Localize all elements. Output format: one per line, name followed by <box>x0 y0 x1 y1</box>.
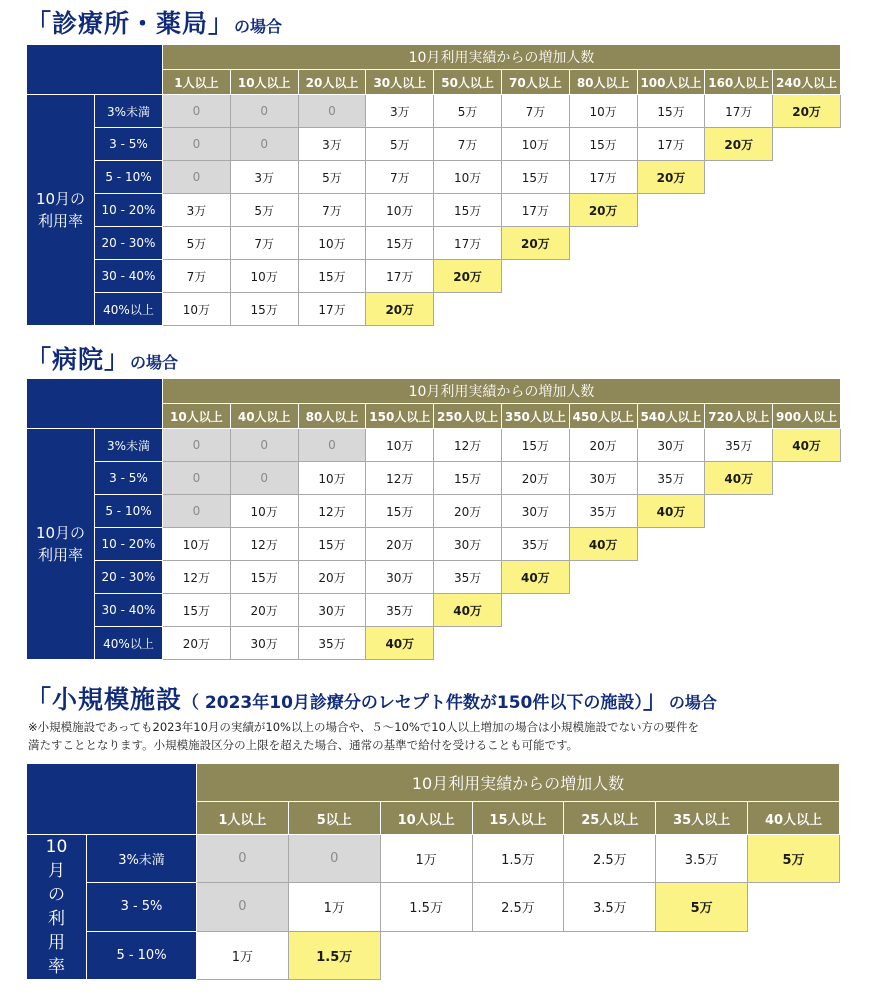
table-cell: 30万 <box>501 495 569 528</box>
table-cell: 12万 <box>434 429 502 462</box>
table-row <box>27 95 841 128</box>
table-cell: 2.5万 <box>564 835 656 883</box>
row-group-label-line: 月 <box>48 861 65 881</box>
table-cell: 0 <box>298 429 366 462</box>
table-cell: 0 <box>163 128 231 161</box>
column-header: 100人以上 <box>637 70 705 95</box>
table-cell: 10万 <box>298 227 366 260</box>
empty-cell <box>656 931 748 979</box>
table-cell: 0 <box>163 95 231 128</box>
row-label: 10 - 20% <box>95 194 163 227</box>
column-header: 160人以上 <box>705 70 773 95</box>
section-title-hospital <box>26 340 178 376</box>
empty-cell <box>569 627 637 660</box>
column-header: 240人以上 <box>773 70 841 95</box>
column-header: 50人以上 <box>434 70 502 95</box>
row-label: 40%以上 <box>95 627 163 660</box>
table-cell: 30万 <box>298 594 366 627</box>
table-cell: 0 <box>163 429 231 462</box>
table-cell: 20万 <box>773 95 841 128</box>
table-cell: 20万 <box>366 293 434 326</box>
table-cell: 7万 <box>434 128 502 161</box>
column-header: 720人以上 <box>705 404 773 429</box>
table-cell: 35万 <box>501 528 569 561</box>
row-label: 3%未満 <box>87 835 197 883</box>
table-cell: 1.5万 <box>380 883 472 931</box>
header-title: 10月利用実績からの増加人数 <box>163 45 841 70</box>
empty-cell <box>434 293 502 326</box>
table-cell: 30万 <box>230 627 298 660</box>
column-header: 450人以上 <box>569 404 637 429</box>
empty-cell <box>637 528 705 561</box>
table-cell: 5万 <box>366 128 434 161</box>
empty-cell <box>705 561 773 594</box>
row-label: 3%未満 <box>95 429 163 462</box>
table-cell: 35万 <box>298 627 366 660</box>
table-cell: 12万 <box>230 528 298 561</box>
table-cell: 10万 <box>163 293 231 326</box>
row-group-label-line: の <box>48 885 65 905</box>
table-cell: 20万 <box>434 495 502 528</box>
table-cell: 35万 <box>366 594 434 627</box>
table-cell: 7万 <box>298 194 366 227</box>
column-header: 10人以上 <box>380 802 472 835</box>
table-row <box>27 194 841 227</box>
empty-cell <box>705 495 773 528</box>
table-cell: 17万 <box>705 95 773 128</box>
table-row <box>27 495 841 528</box>
empty-cell <box>773 462 841 495</box>
row-label: 10 - 20% <box>95 528 163 561</box>
table-cell: 35万 <box>434 561 502 594</box>
column-header: 80人以上 <box>569 70 637 95</box>
table-row <box>27 835 840 883</box>
empty-cell <box>773 161 841 194</box>
row-label: 20 - 30% <box>95 227 163 260</box>
column-header: 150人以上 <box>366 404 434 429</box>
table-cell: 0 <box>298 95 366 128</box>
row-label: 30 - 40% <box>95 594 163 627</box>
column-header: 10人以上 <box>230 70 298 95</box>
table-cell: 12万 <box>366 462 434 495</box>
column-header: 1人以上 <box>197 802 289 835</box>
table-row <box>27 883 840 931</box>
table-cell: 20万 <box>366 528 434 561</box>
empty-cell <box>569 227 637 260</box>
clinic-table <box>26 44 841 326</box>
table-cell: 20万 <box>501 227 569 260</box>
table-cell: 5万 <box>163 227 231 260</box>
header-row <box>27 764 840 802</box>
empty-cell <box>773 194 841 227</box>
table-cell: 35万 <box>569 495 637 528</box>
title-suffix: の場合 <box>234 17 283 36</box>
table-cell: 7万 <box>501 95 569 128</box>
empty-cell <box>637 227 705 260</box>
column-header: 1人以上 <box>163 70 231 95</box>
table-cell: 17万 <box>298 293 366 326</box>
table-row <box>27 429 841 462</box>
table-cell: 15万 <box>230 561 298 594</box>
table-cell: 15万 <box>163 594 231 627</box>
table-cell: 0 <box>163 495 231 528</box>
table-cell: 5万 <box>656 883 748 931</box>
table-cell: 35万 <box>705 429 773 462</box>
title-condition: （ 2023年10月診療分のレセプト件数が150件以下の施設） <box>182 693 643 713</box>
table-cell: 3万 <box>230 161 298 194</box>
table-cell: 5万 <box>230 194 298 227</box>
table-cell: 15万 <box>298 260 366 293</box>
table-cell: 0 <box>230 128 298 161</box>
table-row <box>27 260 841 293</box>
empty-cell <box>748 883 840 931</box>
table-cell: 12万 <box>298 495 366 528</box>
empty-cell <box>501 260 569 293</box>
row-group-label-line: 10月の <box>35 524 86 542</box>
table-cell: 15万 <box>501 429 569 462</box>
small-facility-table <box>26 763 840 980</box>
empty-cell <box>705 293 773 326</box>
table-cell: 7万 <box>366 161 434 194</box>
note-line: ※小規模施設であっても2023年10月の実績が10%以上の場合や、５～10%で10人以上増加の場合は小規模施設でない方の要件を <box>28 720 699 734</box>
table-cell: 20万 <box>637 161 705 194</box>
table-cell: 15万 <box>434 194 502 227</box>
table-cell: 10万 <box>230 495 298 528</box>
column-header: 30人以上 <box>366 70 434 95</box>
empty-cell <box>569 293 637 326</box>
table-cell: 3.5万 <box>564 883 656 931</box>
empty-cell <box>705 627 773 660</box>
empty-cell <box>705 194 773 227</box>
table-cell: 15万 <box>569 128 637 161</box>
row-group-label-line: 用 <box>48 933 65 953</box>
column-header: 40人以上 <box>748 802 840 835</box>
table-cell: 15万 <box>230 293 298 326</box>
empty-cell <box>705 227 773 260</box>
table-cell: 15万 <box>298 528 366 561</box>
table-row <box>27 561 841 594</box>
table-cell: 40万 <box>501 561 569 594</box>
table-cell: 3万 <box>163 194 231 227</box>
table-cell: 2.5万 <box>472 883 564 931</box>
empty-cell <box>637 561 705 594</box>
empty-cell <box>501 594 569 627</box>
table-cell: 30万 <box>569 462 637 495</box>
empty-cell <box>773 561 841 594</box>
column-header: 10人以上 <box>163 404 231 429</box>
empty-cell <box>569 561 637 594</box>
table-cell: 3万 <box>366 95 434 128</box>
column-header: 250人以上 <box>434 404 502 429</box>
row-label: 3 - 5% <box>87 883 197 931</box>
table-row <box>27 128 841 161</box>
empty-cell <box>637 594 705 627</box>
header-title: 10月利用実績からの増加人数 <box>197 764 840 802</box>
empty-cell <box>773 594 841 627</box>
table-cell: 20万 <box>569 194 637 227</box>
column-header: 540人以上 <box>637 404 705 429</box>
column-header: 80人以上 <box>298 404 366 429</box>
row-group-label <box>27 835 87 980</box>
empty-cell <box>705 260 773 293</box>
empty-cell <box>637 293 705 326</box>
table-cell: 17万 <box>569 161 637 194</box>
table-cell: 10万 <box>501 128 569 161</box>
table-cell: 1万 <box>380 835 472 883</box>
column-header: 25人以上 <box>564 802 656 835</box>
header-row <box>27 379 841 404</box>
row-group-label <box>27 429 95 660</box>
row-group-label-line: 利用率 <box>37 212 83 230</box>
table-cell: 15万 <box>637 95 705 128</box>
title-suffix: の場合 <box>130 353 179 372</box>
table-row <box>27 462 841 495</box>
table-row <box>27 594 841 627</box>
table-cell: 30万 <box>434 528 502 561</box>
table-cell: 7万 <box>163 260 231 293</box>
table-cell: 17万 <box>501 194 569 227</box>
table-cell: 15万 <box>366 495 434 528</box>
corner-cell <box>27 45 163 95</box>
note-text <box>28 718 699 754</box>
table-cell: 35万 <box>637 462 705 495</box>
title-text: 「診療所・薬局」 <box>26 9 235 38</box>
empty-cell <box>434 627 502 660</box>
section-title-small-facility <box>26 680 717 716</box>
table-cell: 5万 <box>434 95 502 128</box>
table-cell: 3.5万 <box>656 835 748 883</box>
column-header: 35人以上 <box>656 802 748 835</box>
table-cell: 17万 <box>366 260 434 293</box>
table-cell: 10万 <box>434 161 502 194</box>
column-header: 900人以上 <box>773 404 841 429</box>
empty-cell <box>637 260 705 293</box>
table-cell: 40万 <box>705 462 773 495</box>
row-label: 5 - 10% <box>95 495 163 528</box>
table-row <box>27 293 841 326</box>
header-title: 10月利用実績からの増加人数 <box>163 379 841 404</box>
title-text: 「小規模施設 <box>26 685 183 714</box>
corner-cell <box>27 379 163 429</box>
table-cell: 15万 <box>366 227 434 260</box>
header-row <box>27 45 841 70</box>
table-cell: 0 <box>163 161 231 194</box>
table-cell: 1万 <box>197 931 289 979</box>
title-suffix: の場合 <box>668 693 717 712</box>
table-cell: 12万 <box>163 561 231 594</box>
table-cell: 10万 <box>366 194 434 227</box>
table-cell: 3万 <box>298 128 366 161</box>
empty-cell <box>380 931 472 979</box>
row-label: 40%以上 <box>95 293 163 326</box>
empty-cell <box>472 931 564 979</box>
row-label: 3 - 5% <box>95 462 163 495</box>
table-cell: 15万 <box>434 462 502 495</box>
table-cell: 40万 <box>637 495 705 528</box>
row-label: 3 - 5% <box>95 128 163 161</box>
row-label: 20 - 30% <box>95 561 163 594</box>
empty-cell <box>773 260 841 293</box>
table-row <box>27 161 841 194</box>
empty-cell <box>773 227 841 260</box>
empty-cell <box>773 495 841 528</box>
table-cell: 20万 <box>434 260 502 293</box>
hospital-table <box>26 378 841 660</box>
empty-cell <box>569 594 637 627</box>
column-header: 40人以上 <box>230 404 298 429</box>
title-text: 「病院」 <box>26 345 131 374</box>
empty-cell <box>773 627 841 660</box>
row-label: 30 - 40% <box>95 260 163 293</box>
table-cell: 15万 <box>501 161 569 194</box>
table-cell: 10万 <box>163 528 231 561</box>
table-cell: 5万 <box>748 835 840 883</box>
table-cell: 30万 <box>637 429 705 462</box>
column-header: 350人以上 <box>501 404 569 429</box>
corner-cell <box>27 764 197 835</box>
row-group-label-line: 10月の <box>35 190 86 208</box>
table-cell: 10万 <box>230 260 298 293</box>
table-cell: 40万 <box>434 594 502 627</box>
column-header: 5以上 <box>288 802 380 835</box>
table-cell: 0 <box>163 462 231 495</box>
empty-cell <box>773 528 841 561</box>
table-cell: 40万 <box>773 429 841 462</box>
row-label: 3%未満 <box>95 95 163 128</box>
table-cell: 10万 <box>569 95 637 128</box>
column-header: 20人以上 <box>298 70 366 95</box>
table-cell: 20万 <box>705 128 773 161</box>
empty-cell <box>773 293 841 326</box>
table-cell: 1.5万 <box>288 931 380 979</box>
empty-cell <box>637 194 705 227</box>
empty-cell <box>773 128 841 161</box>
table-cell: 20万 <box>501 462 569 495</box>
row-label: 5 - 10% <box>95 161 163 194</box>
section-title-clinic <box>26 4 282 40</box>
table-cell: 10万 <box>366 429 434 462</box>
table-cell: 0 <box>197 883 289 931</box>
row-group-label-line: 利用率 <box>37 546 83 564</box>
table-cell: 20万 <box>230 594 298 627</box>
empty-cell <box>705 161 773 194</box>
table-cell: 5万 <box>298 161 366 194</box>
table-row <box>27 931 840 979</box>
table-row <box>27 528 841 561</box>
row-label: 5 - 10% <box>87 931 197 979</box>
table-cell: 7万 <box>230 227 298 260</box>
row-group-label-line: 10 <box>45 837 68 857</box>
empty-cell <box>748 931 840 979</box>
table-cell: 20万 <box>569 429 637 462</box>
empty-cell <box>705 594 773 627</box>
row-group-label-line: 率 <box>48 957 65 977</box>
table-cell: 17万 <box>637 128 705 161</box>
table-cell: 40万 <box>366 627 434 660</box>
empty-cell <box>564 931 656 979</box>
table-cell: 0 <box>230 429 298 462</box>
table-cell: 40万 <box>569 528 637 561</box>
empty-cell <box>501 293 569 326</box>
empty-cell <box>501 627 569 660</box>
column-header: 70人以上 <box>501 70 569 95</box>
column-header: 15人以上 <box>472 802 564 835</box>
table-cell: 20万 <box>298 561 366 594</box>
row-group-label <box>27 95 95 326</box>
table-cell: 0 <box>197 835 289 883</box>
table-cell: 17万 <box>434 227 502 260</box>
table-cell: 1.5万 <box>472 835 564 883</box>
table-cell: 0 <box>288 835 380 883</box>
empty-cell <box>637 627 705 660</box>
note-line: 満たすこととなります。小規模施設区分の上限を超えた場合、通常の基準で給付を受けることも可能です。 <box>28 738 579 752</box>
table-cell: 1万 <box>288 883 380 931</box>
empty-cell <box>569 260 637 293</box>
table-row <box>27 627 841 660</box>
table-cell: 10万 <box>298 462 366 495</box>
table-cell: 0 <box>230 462 298 495</box>
table-cell: 20万 <box>163 627 231 660</box>
title-close: 」 <box>642 685 669 714</box>
table-row <box>27 227 841 260</box>
row-group-label-line: 利 <box>48 909 65 929</box>
table-cell: 0 <box>230 95 298 128</box>
empty-cell <box>705 528 773 561</box>
table-cell: 30万 <box>366 561 434 594</box>
